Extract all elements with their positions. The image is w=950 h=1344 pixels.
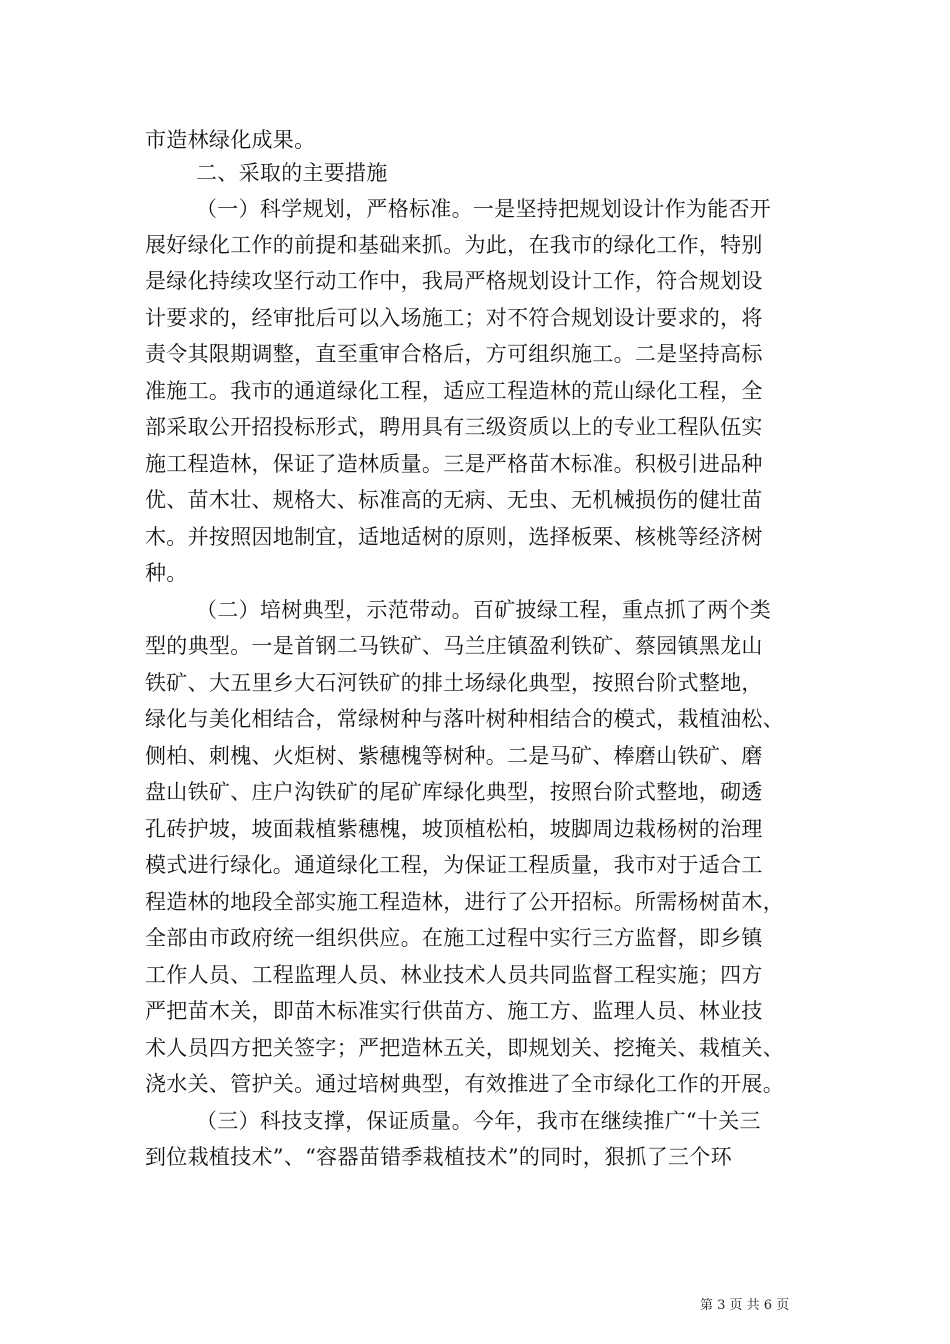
text-line: 工作人员、工程监理人员、林业技术人员共同监督工程实施；四方 — [145, 963, 763, 987]
text-line: 严把苗木关，即苗木标准实行供苗方、施工方、监理人员、林业技 — [145, 999, 763, 1023]
text-line: 市造林绿化成果。 — [145, 128, 316, 152]
paragraph-start: （二）培树典型，示范带动。百矿披绿工程，重点抓了两个类 — [196, 598, 772, 622]
page-number: 第 3 页 共 6 页 — [700, 1298, 790, 1313]
text-line: 计要求的，经审批后可以入场施工；对不符合规划设计要求的，将 — [145, 306, 763, 330]
text-line: 模式进行绿化。通道绿化工程，为保证工程质量，我市对于适合工 — [145, 853, 763, 877]
text-line: 术人员四方把关签字；严把造林五关，即规划关、挖掩关、栽植关、 — [145, 1036, 784, 1060]
text-line: 孔砖护坡，坡面栽植紫穗槐，坡顶植松柏，坡脚周边栽杨树的治理 — [145, 817, 763, 841]
text-line: 展好绿化工作的前提和基础来抓。为此，在我市的绿化工作，特别 — [145, 233, 763, 257]
text-line: 到位栽植技术”、“容器苗错季栽植技术”的同时，狠抓了三个环 — [145, 1145, 732, 1169]
text-line: 绿化与美化相结合，常绿树种与落叶树种相结合的模式，栽植油松、 — [145, 707, 784, 731]
text-line: 浇水关、管护关。通过培树典型，有效推进了全市绿化工作的开展。 — [145, 1072, 784, 1096]
text-line: 部采取公开招投标形式，聘用具有三级资质以上的专业工程队伍实 — [145, 415, 763, 439]
text-line: 铁矿、大五里乡大石河铁矿的排土场绿化典型，按照台阶式整地， — [145, 671, 763, 695]
text-line: 程造林的地段全部实施工程造林，进行了公开招标。所需杨树苗木， — [145, 890, 784, 914]
text-line: 型的典型。一是首钢二马铁矿、马兰庄镇盈利铁矿、蔡园镇黑龙山 — [145, 634, 763, 658]
text-line: 是绿化持续攻坚行动工作中，我局严格规划设计工作，符合规划设 — [145, 269, 763, 293]
text-line: 优、苗木壮、规格大、标准高的无病、无虫、无机械损伤的健壮苗 — [145, 488, 763, 512]
section-heading: 二、采取的主要措施 — [196, 161, 388, 185]
text-line: 盘山铁矿、庄户沟铁矿的尾矿库绿化典型，按照台阶式整地，砌透 — [145, 780, 763, 804]
text-line: 种。 — [145, 561, 188, 585]
text-line: 全部由市政府统一组织供应。在施工过程中实行三方监督，即乡镇 — [145, 926, 763, 950]
text-line: 施工程造林，保证了造林质量。三是严格苗木标准。积极引进品种 — [145, 452, 763, 476]
text-line: 准施工。我市的通道绿化工程，适应工程造林的荒山绿化工程，全 — [145, 379, 763, 403]
text-line: 木。并按照因地制宜，适地适树的原则，选择板栗、核桃等经济树 — [145, 525, 763, 549]
text-line: 侧柏、刺槐、火炬树、紫穗槐等树种。二是马矿、棒磨山铁矿、磨 — [145, 744, 763, 768]
paragraph-start: （一）科学规划，严格标准。一是坚持把规划设计作为能否开 — [196, 197, 772, 221]
paragraph-start: （三）科技支撑，保证质量。今年，我市在继续推广“十关三 — [196, 1109, 761, 1133]
text-line: 责令其限期调整，直至重审合格后，方可组织施工。二是坚持高标 — [145, 342, 763, 366]
